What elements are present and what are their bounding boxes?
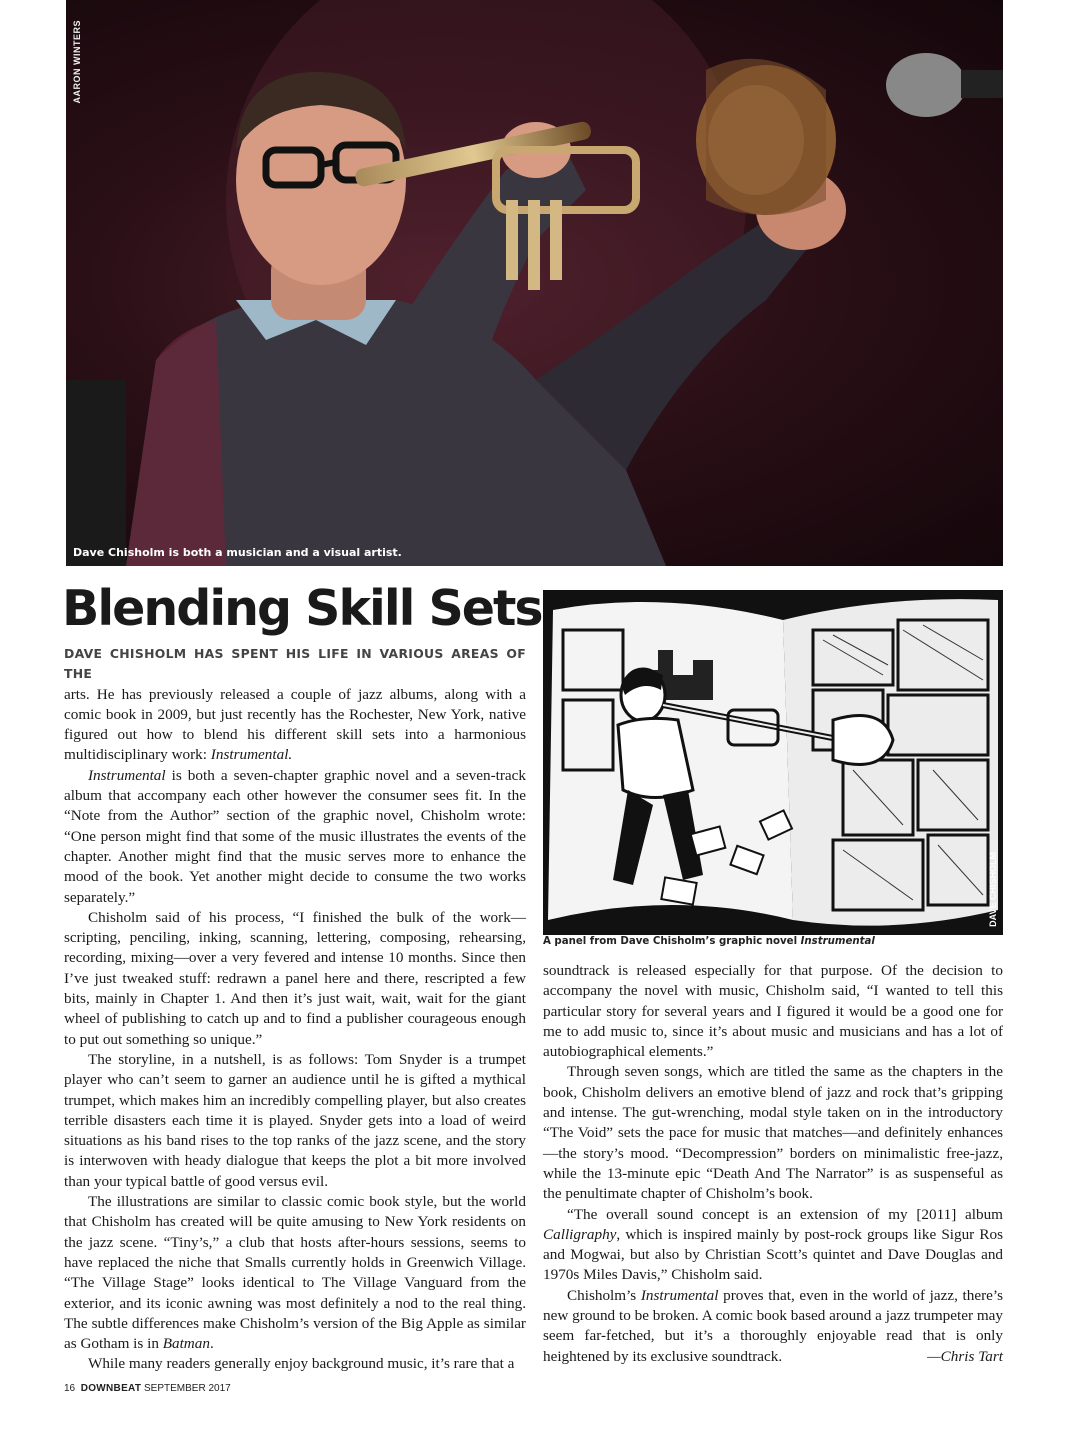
paragraph-text: proves that, even in the world of jazz, there’s new ground to be broken. A comic book based around a jazz trumpeter may seem far-fetched, but it’s a thoroughly enjoyable read that is only heightened by its exclusive soundtrack. bbox=[543, 1286, 1003, 1365]
paragraph bbox=[64, 1192, 526, 1354]
photo-caption: Dave Chisholm is both a musician and a visual artist. bbox=[73, 546, 402, 559]
trumpet-player-illustration bbox=[66, 0, 1003, 566]
title-italic: Instrumental bbox=[88, 766, 166, 784]
article-column-left bbox=[64, 644, 526, 1375]
comic-caption bbox=[543, 936, 875, 947]
paragraph: soundtrack is released especially for that purpose. Of the decision to accompany the novel with music, Chisholm said, “I wanted to tell this particular story for several years and I figured it would be a good one for me to add music to, since it’s about music and musicians and has a lot of autobiographical elements.” bbox=[543, 962, 1003, 1061]
comic-panel-image bbox=[543, 590, 1003, 935]
paragraph-text: is both a seven-chapter graphic novel and a seven-track album that accompany each other however the consumer sees fit. In the “Note from the Author” section of the graphic novel, Chisholm wrote: “One person might find that some of the music illustrates the events of the chapter. Another might find that the music serves more to enhance the mood of the book. Yet another might decide to consume the two works separately.” bbox=[64, 766, 526, 906]
photo-credit: AARON WINTERS bbox=[72, 20, 82, 104]
comic-credit: DAVE CHISHOLM bbox=[988, 852, 998, 927]
hero-photo bbox=[66, 0, 1003, 566]
author-signature: —Chris Tart bbox=[927, 1347, 1003, 1365]
title-italic: Instrumental bbox=[640, 1286, 719, 1304]
caption-title-italic: Instrumental bbox=[800, 936, 875, 947]
paragraph: Through seven songs, which are titled the same as the chapters in the book, Chisholm delivers an emotive blend of jazz and rock that’s gripping and intense. The gut-wrenching, modal style taken on in the introductory “The Void” sets the pace for music that matches—and definitely enhances—the story’s mood. “Decompression” borders on minimalistic free-jazz, while the 13-minute epic “Death And The Narrator” is as suspenseful as the penultimate chapter of Chisholm’s book. bbox=[543, 1063, 1003, 1203]
page-folio bbox=[64, 1383, 231, 1394]
paragraph bbox=[543, 1286, 1003, 1367]
article-column-right bbox=[543, 961, 1003, 1367]
article-headline: Blending Skill Sets bbox=[62, 580, 542, 637]
paragraph-text: arts. He has previously released a couple of jazz albums, along with a comic book in 2009, but just recently has the Rochester, New York, native figured out how to blend his different skill sets into a harmonious multidisciplinary work: bbox=[64, 685, 526, 764]
paragraph-text: . bbox=[209, 1335, 214, 1353]
title-italic: Instrumental. bbox=[210, 746, 293, 764]
paragraph-text: Chisholm’s bbox=[567, 1286, 641, 1304]
paragraph bbox=[543, 1205, 1003, 1286]
paragraph-text: “The overall sound concept is an extension of my [2011] album bbox=[567, 1205, 1003, 1223]
paragraph-lead bbox=[64, 644, 526, 766]
title-italic: Calligraphy bbox=[543, 1225, 617, 1243]
paragraph: While many readers generally enjoy background music, it’s rare that a bbox=[88, 1355, 515, 1373]
page-number: 16 bbox=[64, 1383, 76, 1394]
issue-date: SEPTEMBER 2017 bbox=[144, 1383, 231, 1394]
paragraph-text: The illustrations are similar to classic comic book style, but the world that Chisholm has created will be quite amusing to New York residents on the jazz scene. “Tiny’s,” a club that hosts after-hours sessions, seems to have replaced the niche that Smalls currently holds in Greenwich Village. “The Village Stage” looks identical to The Village Vanguard from the exterior, and its iconic awning was most definitely a nod to the real thing. The subtle differences make Chisholm’s version of the Big Apple as similar as Gotham is in bbox=[64, 1193, 526, 1353]
lead-in: DAVE CHISHOLM HAS SPENT HIS LIFE IN VARIOUS AREAS OF THE bbox=[64, 646, 526, 682]
comic-illustration bbox=[543, 590, 1003, 935]
paragraph: The storyline, in a nutshell, is as follows: Tom Snyder is a trumpet player who can’t seem to garner an audience until he is gifted a mythical trumpet, which makes him an incredibly compelling player, but also creates terrible disasters each time it is played. Snyder gets into a load of weird situations as his band rises to the top ranks of the jazz scene, and the story is interwoven with heady dialogue that keeps the plot a bit more involved than your typical battle of good versus evil. bbox=[64, 1050, 526, 1190]
caption-text: A panel from Dave Chisholm’s graphic novel bbox=[543, 936, 801, 947]
paragraph bbox=[64, 766, 526, 908]
paragraph-text: , which is inspired mainly by post-rock groups like Sigur Ros and Mogwai, but also by Christian Scott’s quintet and Dave Douglas and 1970s Miles Davis,” Chisholm said. bbox=[543, 1225, 1003, 1284]
paragraph: Chisholm said of his process, “I finished the bulk of the work—scripting, penciling, inking, scanning, lettering, composing, rehearsing, recording, mixing—over a very fevered and intense 10 months. Since then I’ve just tweaked stuff: redrawn a panel here and there, rescripted a few bits, mainly in Chapter 1. And then it’s just wait, wait, wait for the giant wheel of publishing to catch up and to find a publisher courageous enough to put out something so unique.” bbox=[64, 908, 526, 1048]
title-italic: Batman bbox=[162, 1335, 210, 1353]
magazine-brand: DOWNBEAT bbox=[80, 1383, 142, 1394]
